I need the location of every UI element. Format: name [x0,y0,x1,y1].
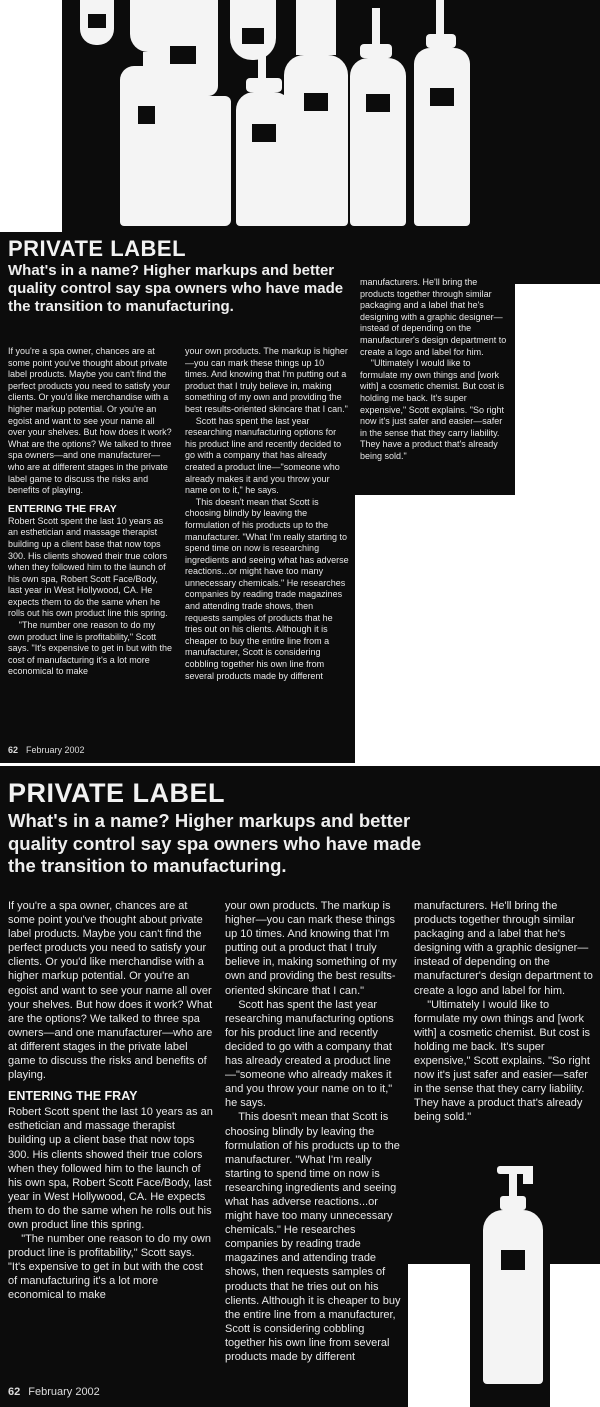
intro-paragraph: If you're a spa owner, chances are at some point you've thought about private label products. Maybe you can't find the perfect products you need to satisfy your clients. Or you'd like merchandise with a higher markup potential. Or you're an egoist and want to see your name all over your shelves. But how does it work? What are the options? We talked to three spa owners—and one manufacturer—who are at different stages in the private label game to discuss the risks and benefits of playing. [8,346,172,496]
detail-body-column-2 [225,899,403,1364]
detail-column-2-paragraph-b: Scott has spent the last year researching manufacturing options for his product line and recently decided to go with a company that has already created a product line—"someone who already makes it and you throw your name on to it," he says. [225,998,394,1110]
detail-body-column-1 [8,899,213,1303]
column-3-paragraph-a: manufacturers. He'll bring the products together through similar packaging and a label that he's designing with a graphic designer—instead of depending on the manufacturer's design department to create a logo and label for him. [360,277,507,357]
detail-subhead-entering-the-fray: ENTERING THE FRAY [8,1089,138,1104]
page-number: 62 [8,745,19,755]
subhead-entering-the-fray: ENTERING THE FRAY [8,502,117,515]
detail-column-3-paragraph-a: manufacturers. He'll bring the products together through similar packaging and a label that he's designing with a graphic designer—instead of depending on the manufacturer's design department to create a logo and label for him. [414,900,593,997]
detail-fray-paragraph: Robert Scott spent the last 10 years as an esthetician and massage therapist building up a client base that now tops 300. His clients showed their true colors when they followed him to the launch of his own spa, Robert Scott Face/Body, last year in West Hollywood, CA. He expects them to do the same when he rolls out his own product line this spring. [8,1106,213,1231]
column-2-paragraph-b: Scott has spent the last year researching manufacturing options for his product line and recently decided to go with a company that has already created a product line—"someone who already makes it and you throw your name on to it," he says. [185,415,342,496]
issue-date: February 2002 [26,745,85,755]
detail-column-2-paragraph-a: your own products. The markup is higher—you can mark these things up 10 times. And knowing that I'm putting out a product that I truly believe in, making something of my own and providing the best results-oriented skincare that I can." [225,900,397,997]
detail-quote-paragraph: "The number one reason to do my own product line is profitability," Scott says. "It's expensive to get in but with the cost of manufacturing it's a lot more economical to make [8,1233,211,1302]
detail-article-headline: PRIVATE LABEL [8,778,226,808]
column-2-paragraph-c: This doesn't mean that Scott is choosing blindly by leaving the formulation of his products up to the manufacturer. "What I'm really starting to spend time on now is researching ingredients and seeing what has adverse reactions...or might have too many unnecessary chemicals." He researches companies by reading trade magazines and attending trade shows, then requests samples of products that he tries out on his clients. Although it is cheaper to buy the entire line from a manufacturer, Scott is considering cobbling together his own line from several products made by different [185,496,349,681]
detail-page-folio [8,1386,100,1398]
column-2-paragraph-a: your own products. The markup is higher—you can mark these things up 10 times. And knowing that I'm putting out a product that I truly believe in, making something of my own and providing the best results-oriented skincare that I can." [185,346,348,414]
detail-page-number: 62 [8,1386,21,1398]
page-folio [8,745,85,755]
body-column-2 [185,346,350,682]
detail-intro-paragraph: If you're a spa owner, chances are at some point you've thought about private label products. Maybe you can't find the perfect products you need to satisfy your clients. Or you'd like merchandise with a higher markup potential. Or you're an egoist and want to see your name all over your shelves. But how does it work? What are the options? We talked to three spa owners—and one manufacturer—who are at different stages in the private label game to discuss the risks and benefits of playing. [8,900,213,1082]
quote-paragraph: "The number one reason to do my own product line is profitability," Scott says. "It's expensive to get in but with the cost of manufacturing it's a lot more economical to make [8,620,172,677]
detail-column-3-paragraph-b: "Ultimately I would like to formulate my own things and [work with] a cosmetic chemist. But cost is holding me back. It's super expensive," Scott explains. "So right now it's just safer and easier—safer in the sense that they carry liability. They have a product that's already being sold." [414,998,591,1124]
article-deck: What's in a name? Higher markups and better quality control say spa owners who have made the transition to manufacturing. [8,262,344,315]
body-column-3 [360,277,510,463]
column-3-paragraph-b: "Ultimately I would like to formulate my own things and [work with] a cosmetic chemist. But cost is holding me back. It's super expensive," Scott explains. "So right now it's just safer and easier—safer in the sense that they carry liability. They have a product that's already being sold." [360,358,505,461]
detail-body-column-3 [414,899,596,1125]
article-headline: PRIVATE LABEL [8,236,187,261]
detail-column-2-paragraph-c: This doesn't mean that Scott is choosing blindly by leaving the formulation of his products up to the manufacturer. "What I'm really starting to spend time on now is researching ingredients and seeing what has adverse reactions...or might have too many unnecessary chemicals." He researches companies by reading trade magazines and attending trade shows, then requests samples of products that he tries out on his clients. Although it is cheaper to buy the entire line from a manufacturer, Scott is considering cobbling together his own line from several products made by different [225,1111,401,1363]
fray-paragraph: Robert Scott spent the last 10 years as an esthetician and massage therapist building up a client base that now tops 300. His clients showed their true colors when they followed him to the launch of his own spa, Robert Scott Face/Body, last year in West Hollywood, CA. He expects them to do the same when he rolls out his own product line this spring. [8,515,168,619]
magazine-page-detail [0,766,600,1407]
detail-issue-date: February 2002 [28,1386,100,1398]
detail-article-deck: What's in a name? Higher markups and better quality control say spa owners who have made the transition to manufacturing. [8,810,422,876]
body-column-1 [8,346,173,678]
